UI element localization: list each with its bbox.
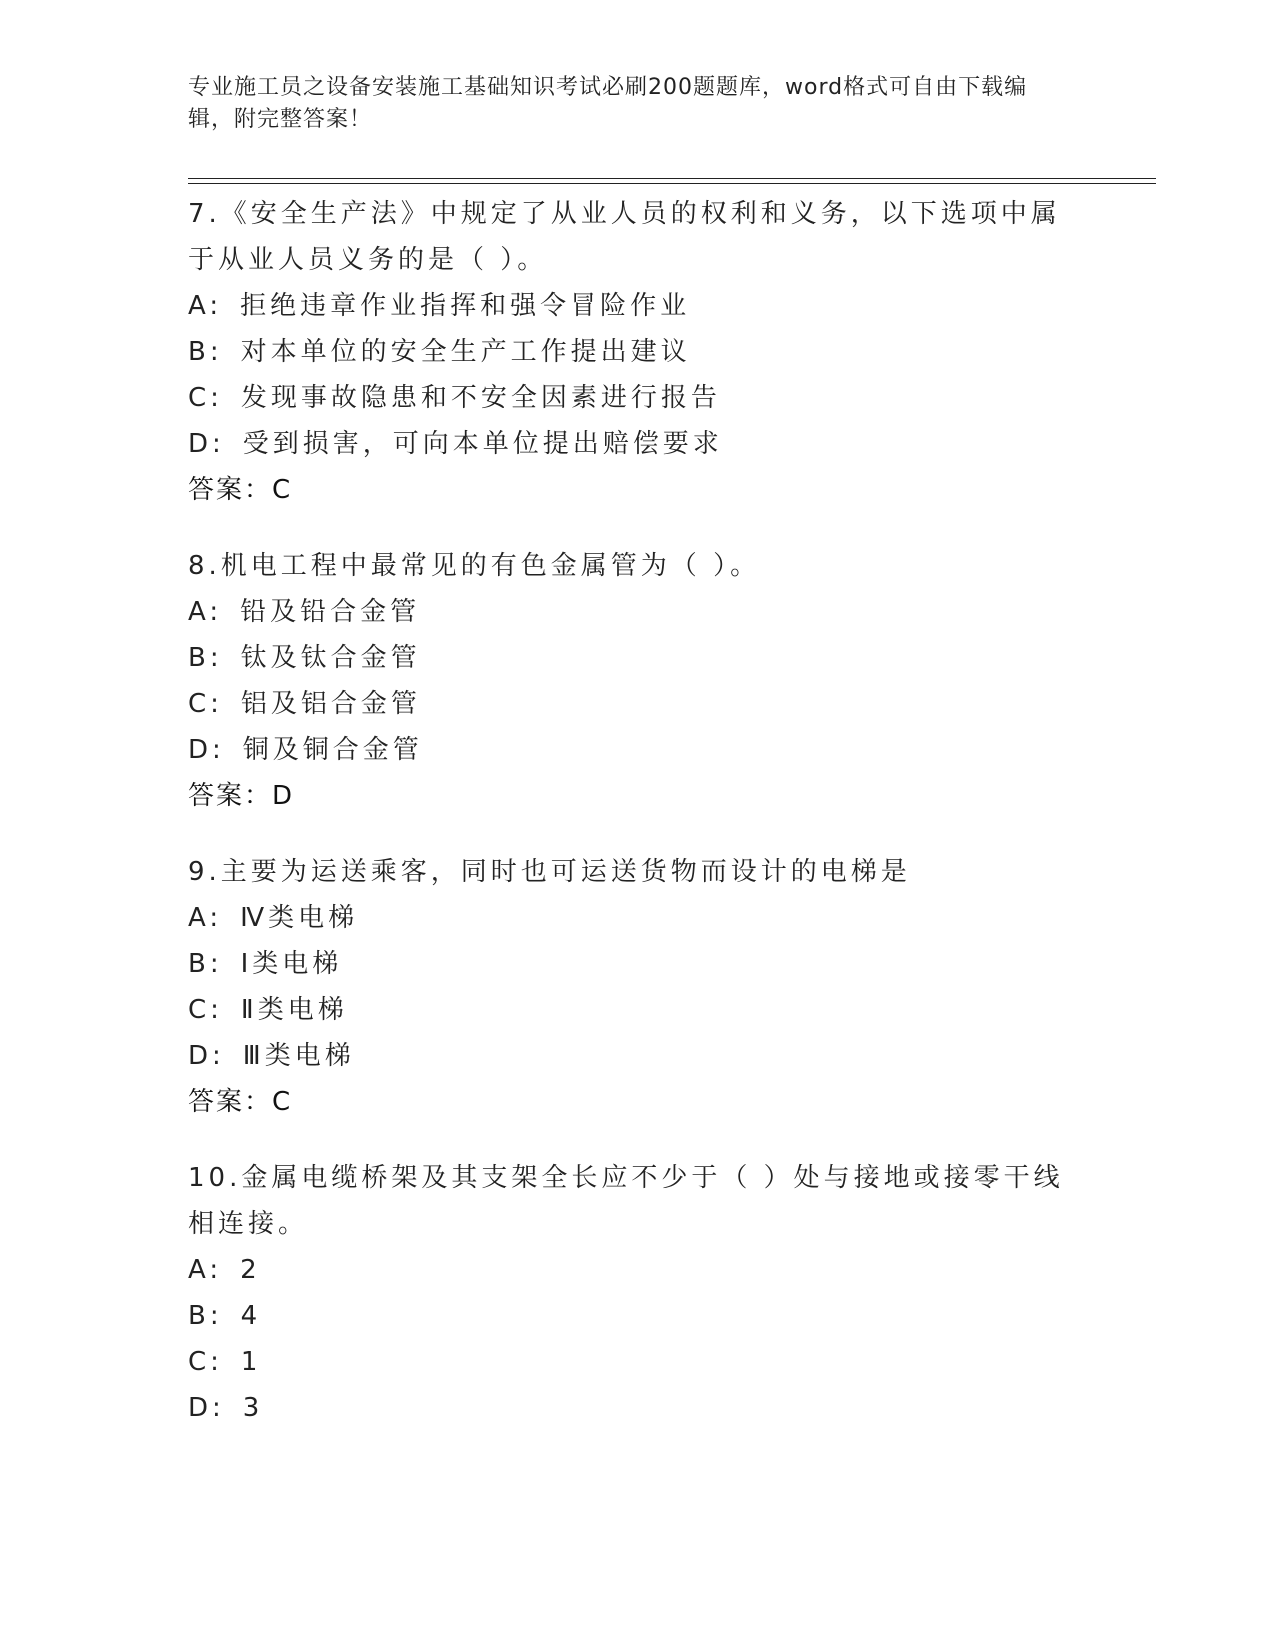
option-text: 拒绝违章作业指挥和强令冒险作业 xyxy=(240,291,691,321)
option-a xyxy=(188,589,1088,635)
option-a xyxy=(188,895,1088,941)
option-b xyxy=(188,635,1088,681)
answer-line: 答案：D xyxy=(188,781,295,811)
option-d xyxy=(188,1033,1088,1079)
option-d xyxy=(188,421,1088,467)
option-b xyxy=(188,941,1088,987)
option-letter: B: xyxy=(188,643,223,673)
option-d xyxy=(188,727,1088,773)
question-stem: 8.机电工程中最常见的有色金属管为（ ）。 xyxy=(188,551,761,581)
option-text: 2 xyxy=(240,1255,261,1285)
option-letter: A: xyxy=(188,597,223,627)
question-8 xyxy=(188,543,1088,819)
option-b xyxy=(188,329,1088,375)
option-text: Ⅱ类电梯 xyxy=(240,995,348,1025)
option-letter: A: xyxy=(188,291,223,321)
option-text: 钛及钛合金管 xyxy=(240,643,421,673)
option-letter: B: xyxy=(188,337,223,367)
question-list xyxy=(188,191,1088,1461)
option-letter: C: xyxy=(188,995,223,1025)
document-title: 专业施工员之设备安装施工基础知识考试必刷200题题库，word格式可自由下载编辑，附完整答案！ xyxy=(188,75,1028,132)
option-letter: D: xyxy=(188,1041,225,1071)
option-text: 铜及铜合金管 xyxy=(242,735,423,765)
option-letter: A: xyxy=(188,903,223,933)
question-7 xyxy=(188,191,1088,513)
option-b xyxy=(188,1293,1088,1339)
option-text: 受到损害，可向本单位提出赔偿要求 xyxy=(242,429,723,459)
question-9 xyxy=(188,849,1088,1125)
option-text: 发现事故隐患和不安全因素进行报告 xyxy=(240,383,721,413)
question-stem: 10.金属电缆桥架及其支架全长应不少于（ ）处与接地或接零干线相连接。 xyxy=(188,1163,1064,1239)
option-letter: C: xyxy=(188,689,223,719)
option-letter: B: xyxy=(188,1301,223,1331)
option-text: 对本单位的安全生产工作提出建议 xyxy=(240,337,691,367)
option-letter: D: xyxy=(188,735,225,765)
option-text: 3 xyxy=(242,1393,264,1423)
option-letter: A: xyxy=(188,1255,223,1285)
question-stem: 9.主要为运送乘客，同时也可运送货物而设计的电梯是 xyxy=(188,857,911,887)
header-rule-bottom xyxy=(188,183,1156,184)
option-letter: D: xyxy=(188,1393,225,1423)
option-a xyxy=(188,1247,1088,1293)
option-c xyxy=(188,681,1088,727)
answer-line: 答案：C xyxy=(188,475,293,505)
option-text: Ⅰ类电梯 xyxy=(240,949,343,979)
option-c xyxy=(188,1339,1088,1385)
question-stem: 7.《安全生产法》中规定了从业人员的权利和义务，以下选项中属于从业人员义务的是（ ）。 xyxy=(188,199,1061,275)
option-c xyxy=(188,375,1088,421)
option-text: 铅及铅合金管 xyxy=(240,597,421,627)
option-c xyxy=(188,987,1088,1033)
option-text: 4 xyxy=(240,1301,262,1331)
answer-line: 答案：C xyxy=(188,1087,293,1117)
option-text: 铝及铝合金管 xyxy=(240,689,421,719)
question-10 xyxy=(188,1155,1088,1431)
option-letter: C: xyxy=(188,383,223,413)
option-a xyxy=(188,283,1088,329)
option-d xyxy=(188,1385,1088,1431)
option-text: Ⅲ类电梯 xyxy=(242,1041,355,1071)
option-text: Ⅳ类电梯 xyxy=(240,903,359,933)
option-letter: B: xyxy=(188,949,223,979)
option-text: 1 xyxy=(240,1347,262,1377)
header-rule-top xyxy=(188,178,1156,179)
option-letter: D: xyxy=(188,429,225,459)
option-letter: C: xyxy=(188,1347,223,1377)
